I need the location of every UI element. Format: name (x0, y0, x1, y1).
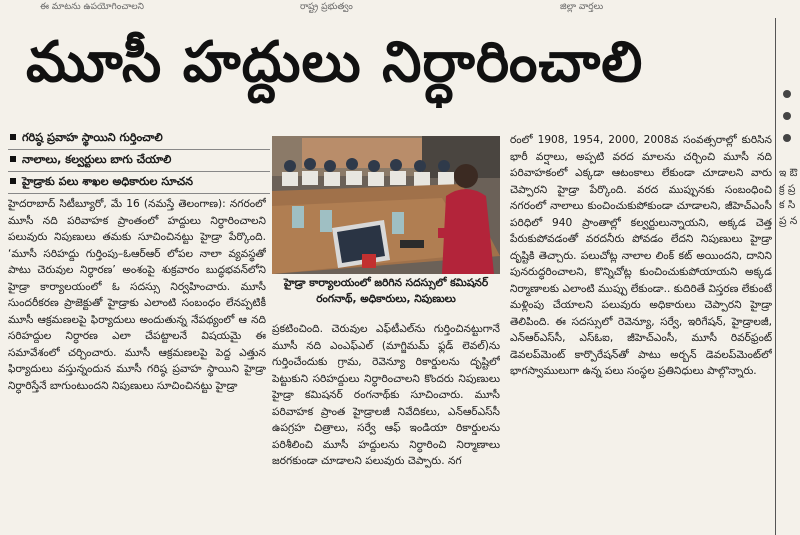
top-strip-text: రాష్ట్ర ప్రభుత్వం (300, 2, 353, 12)
article-paragraph: ప్రకటించింది. చెరువుల ఎఫ్‌టీఎల్‌ను గుర్తించినట్టుగానే మూసీ నది ఎంఎఫ్ఎల్ (మాగ్జిమమ్ ఫ్లడ్ లెవల్)ను గుర్తించేందుకు గ్రామ, రెవెన్యూ రికార్డులను దృష్టిలో పెట్టుకుని సరిహద్దులు నిర్ధారించాలని కొందరు నిపుణులు హైడ్రా కమిషనర్ రంగనాథ్‌కు సూచించారు. మూసీ పరివాహక ప్రాంత హైడ్రాలజీ నివేదికలు, ఎన్ఆర్ఎస్‌సీ ఉపగ్రహ చిత్రాలు, సర్వే ఆఫ్ ఇండియా రికార్డులను పరిశీలించి మూసీ హద్దులను నిర్ధారించి నిర్మాణాలు జరగకుండా చూడాలని పలువురు చెప్పారు. నగ (272, 323, 500, 467)
subhead-item: నాలాలు, కల్వర్టులు బాగు చేయాలి (8, 150, 270, 172)
subhead-item: గరిష్ఠ ప్రవాహ స్థాయిని గుర్తించాలి (8, 128, 270, 150)
article-paragraph: హైదరాబాద్ సిటీబ్యూరో, మే 16 (నమస్తే తెలంగాణ): నగరంలో మూసీ నది పరివాహక ప్రాంతంలో హద్దులు నిర్ధారించాలని పలువురు నిపుణులు తమకు సూచించినట్టు హైడ్రా పేర్కొంది. ‘మూసీ సరిహద్దు గుర్తింపు–ఓఆర్ఆర్ లోపల నాలా వ్యవస్థతో పాటు చెరువుల నిర్ధారణ’ అంశంపై శుక్రవారం బుద్ధభవన్‌లోని హైడ్రా కార్యాలయంలో ఓ సదస్సు నిర్వహించారు. మూసీ సుందరీకరణ ప్రాజెక్టుతో హైడ్రాకు ఎలాంటి సంబంధం లేనప్పటికీ మూసీ ఆక్రమణలపై ఫిర్యాదులు అందుతున్న నేపథ్యంలో ఆ నది సరిహద్దుల నిర్ధారణ ఎలా చేపట్టాలనే విషయమై ఈ సమావేశంలో చర్చించారు. మూసీ ఆక్రమణలపై పెద్ద ఎత్తున ఫిర్యాదులు వస్తున్నందున మూసీ గరిష్ఠ ప్రవాహ స్థాయిని హైడ్రా నిర్ధారిస్తేనే బాగుంటుందని నిపుణులు సూచించినట్టు హైడ్రా (8, 198, 266, 392)
headline: మూసీ హద్దులు నిర్ధారించాలి (26, 30, 644, 95)
article-column-1 (8, 196, 266, 526)
article-column-3 (510, 132, 772, 526)
column-divider (775, 18, 776, 535)
top-strip-text: జిల్లా వార్తలు (560, 2, 604, 12)
top-strip (0, 0, 800, 14)
subheads (8, 128, 270, 194)
meeting-photo (272, 136, 500, 274)
edge-bullet (783, 134, 791, 142)
article-column-2 (272, 321, 500, 526)
photo-caption: హైడ్రా కార్యాలయంలో జరిగిన సదస్సులో కమిషనర్ రంగనాథ్, అధికారులు, నిపుణులు (283, 277, 489, 305)
edge-bullet (783, 90, 791, 98)
subhead-item: హైడ్రాకు పలు శాఖల అధికారుల సూచన (8, 172, 270, 194)
article-paragraph: రంలో 1908, 1954, 2000, 2008వ సంవత్సరాల్లో కురిసిన భారీ వర్షాలు, అప్పటి వరద మాలను చర్చించి మూసీ నది పరివాహకంలో ఎక్కడా ఆటంకాలు లేకుండా చూడాలని వారు చెప్పారని హైడ్రా పేర్కొంది. వరద ముప్పునకు సంబంధించి నగరంలో నాలాలు కుంచించుకుపోకుండా చూడాలని, జీహెచ్ఎంసీ పరిధిలో 940 ప్రాంతాల్లో కల్వర్టులున్నాయని, అక్కడ చెత్త పేరుకుపోవడంతో వరదనీరు పోవడం లేదని నిపుణులు హైడ్రా దృష్టికి తెచ్చారు. పలుచోట్ల నాలాల లింక్ కట్ అయిందని, దానిని పునరుద్ధరించాలని, కొన్నిచోట్ల కుంచించుకుపోయాయని అక్కడ నిర్మాణాలకు ఎలాంటి ముప్పు లేకుండా.. కుదిరితే విస్తరణ లేకుంటే మళ్లింపు చేయాలని పలువురు అధికారులు చెప్పారని హైడ్రా తెలిపింది. ఈ సదస్సులో రెవెన్యూ, సర్వే, ఇరిగేషన్, హైడ్రాలజీ, ఎన్ఆర్ఎస్‌సీ, ఎస్ఓఐ, జీహెచ్ఎంసీ, మూసీ రివర్‌ఫ్రంట్ డెవలప్‌మెంట్ కార్పొరేషన్‌తో పాటు అర్బన్ డెవలప్‌మెంట్‌లో భాగస్వాములుగా ఉన్న పలు సంస్థల ప్రతినిధులు పాల్గొన్నారు. (510, 134, 772, 377)
edge-bullet (783, 112, 791, 120)
adjacent-article-fragment: ఇ ఔ క్ర ప్ర క సి ప్ర న (779, 167, 798, 227)
top-strip-text: ఈ మాటను ఉపయోగించాలని (40, 2, 144, 12)
